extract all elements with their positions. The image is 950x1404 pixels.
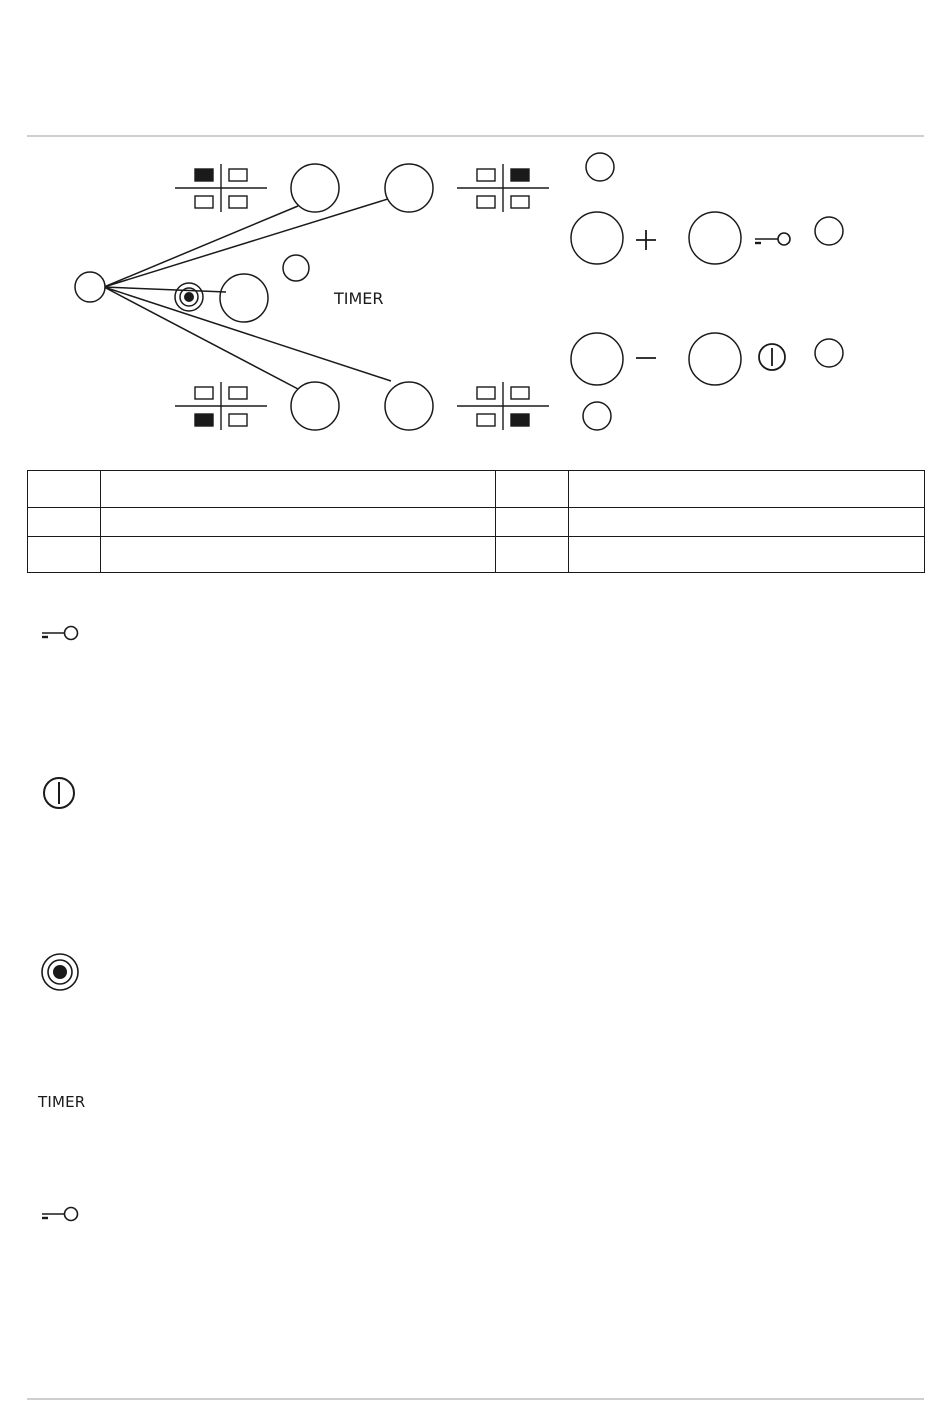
- zone-button-rear-left[interactable]: [291, 382, 339, 430]
- legend-cell: [569, 508, 925, 537]
- callout-line: [104, 287, 226, 292]
- zone-indicator-rear-left: [175, 382, 267, 430]
- bottom-rule: [27, 1398, 924, 1400]
- callout-circle: [283, 255, 309, 281]
- legend-cell: [101, 537, 496, 573]
- legend-table: [27, 470, 925, 573]
- callout-line: [104, 287, 298, 389]
- table-row: [28, 471, 925, 508]
- table-row: [28, 508, 925, 537]
- plus-icon: [636, 230, 656, 250]
- lock-button[interactable]: [689, 212, 741, 264]
- timer-symbol-label: TIMER: [38, 1093, 86, 1111]
- legend-cell: [101, 508, 496, 537]
- legend-cell: [496, 508, 569, 537]
- callout-circle: [583, 402, 611, 430]
- legend-cell: [496, 471, 569, 508]
- legend-cell: [101, 471, 496, 508]
- key-lock-icon: [755, 233, 790, 245]
- target-icon: [175, 283, 203, 311]
- callout-circle: [586, 153, 614, 181]
- key-lock-icon: [38, 1203, 84, 1225]
- top-rule: [27, 135, 924, 137]
- zone-indicator-rear-right: [457, 382, 549, 430]
- key-lock-icon: [38, 622, 84, 644]
- callout-line: [104, 206, 298, 287]
- zone-button-front-left[interactable]: [291, 164, 339, 212]
- plus-button[interactable]: [571, 212, 623, 264]
- zone-indicator-front-left: [175, 164, 267, 212]
- legend-cell: [569, 471, 925, 508]
- minus-button[interactable]: [571, 333, 623, 385]
- target-icon: [38, 951, 82, 995]
- power-icon: [759, 344, 785, 370]
- legend-cell: [496, 537, 569, 573]
- callout-circle: [815, 217, 843, 245]
- zone-indicator-front-right: [457, 164, 549, 212]
- timer-label: TIMER: [334, 289, 384, 308]
- zone-button-front-right[interactable]: [385, 164, 433, 212]
- legend-cell: [569, 537, 925, 573]
- power-button[interactable]: [689, 333, 741, 385]
- zone-button-rear-right[interactable]: [385, 382, 433, 430]
- legend-cell: [28, 537, 101, 573]
- callout-circle: [75, 272, 105, 302]
- power-icon: [38, 774, 78, 814]
- legend-cell: [28, 508, 101, 537]
- timer-button[interactable]: [220, 274, 268, 322]
- legend-cell: [28, 471, 101, 508]
- callout-circle: [815, 339, 843, 367]
- table-row: [28, 537, 925, 573]
- control-panel-diagram: [0, 140, 950, 440]
